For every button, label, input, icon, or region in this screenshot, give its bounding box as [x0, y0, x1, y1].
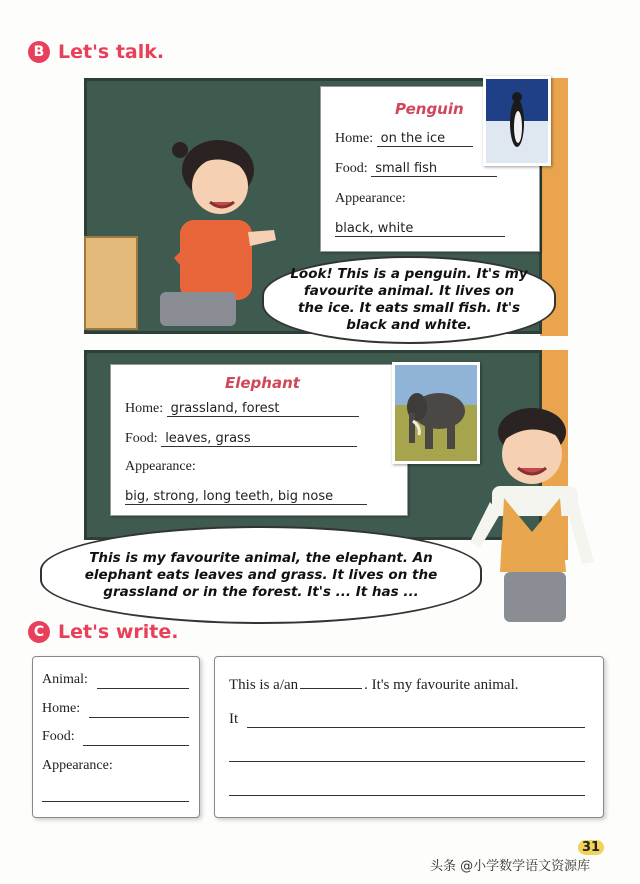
write-animal-blank[interactable] [300, 688, 362, 689]
write-sentence-1-end: . It's my favourite animal. [364, 677, 519, 693]
penguin-appearance-value: black, white [335, 221, 505, 237]
section-b-badge: B [28, 41, 50, 63]
section-c-title: Let's write. [58, 621, 179, 643]
elephant-speech-bubble [40, 526, 482, 624]
elephant-card-title: Elephant [225, 374, 300, 392]
girl-illustration [140, 128, 280, 328]
write-sentence-1-start: This is a/an [229, 677, 299, 693]
penguin-appearance-label: Appearance: [335, 191, 406, 206]
elephant-speech-text: This is my favourite animal, the elephant. An elephant eats leaves and grass. It lives on the grassland or in the forest. It's ... It has ... [84, 549, 438, 600]
desk [84, 236, 138, 330]
penguin-appearance-row [335, 221, 505, 237]
write-home-label: Home: [42, 701, 81, 716]
section-c-header [28, 621, 178, 643]
write-food-line[interactable] [83, 745, 189, 746]
elephant-home-row [125, 401, 359, 417]
penguin-food-label: Food: [335, 161, 368, 176]
elephant-appearance-row [125, 489, 367, 505]
penguin-card-title: Penguin [395, 100, 464, 118]
watermark-text: 头条 @小学数学语文资源库 [430, 859, 591, 874]
write-line-2[interactable] [229, 761, 585, 762]
write-sentence-2-start: It [229, 711, 239, 727]
page-number: 31 [578, 840, 604, 855]
elephant-card [110, 364, 408, 516]
write-appearance-line[interactable] [42, 801, 189, 802]
write-sentence-1 [229, 677, 519, 694]
section-c-badge: C [28, 621, 50, 643]
elephant-photo [392, 362, 480, 464]
write-notes-box [32, 656, 200, 818]
write-line-3[interactable] [229, 795, 585, 796]
section-b-header [28, 41, 164, 63]
write-appearance-label: Appearance: [42, 758, 113, 773]
section-b-title: Let's talk. [58, 41, 165, 63]
elephant-food-label: Food: [125, 431, 158, 446]
elephant-appearance-label: Appearance: [125, 459, 196, 474]
penguin-home-row [335, 131, 473, 147]
penguin-food-row [335, 161, 497, 177]
penguin-food-value: small fish [371, 161, 497, 177]
write-animal-label: Animal: [42, 672, 88, 687]
penguin-photo [483, 76, 551, 166]
boy-illustration [470, 402, 600, 622]
penguin-home-label: Home: [335, 131, 374, 146]
penguin-speech-bubble [262, 256, 556, 344]
write-animal-line[interactable] [97, 688, 189, 689]
elephant-home-value: grassland, forest [167, 401, 359, 417]
write-line-1[interactable] [247, 727, 585, 728]
penguin-speech-text: Look! This is a penguin. It's my favourite animal. It lives on the ice. It eats small fish. It's black and white. [290, 266, 528, 333]
elephant-food-row [125, 431, 357, 447]
write-home-line[interactable] [89, 717, 189, 718]
elephant-home-label: Home: [125, 401, 164, 416]
elephant-food-value: leaves, grass [161, 431, 357, 447]
elephant-appearance-value: big, strong, long teeth, big nose [125, 489, 367, 505]
write-sentences-box [214, 656, 604, 818]
penguin-home-value: on the ice [377, 131, 473, 147]
write-food-label: Food: [42, 729, 75, 744]
